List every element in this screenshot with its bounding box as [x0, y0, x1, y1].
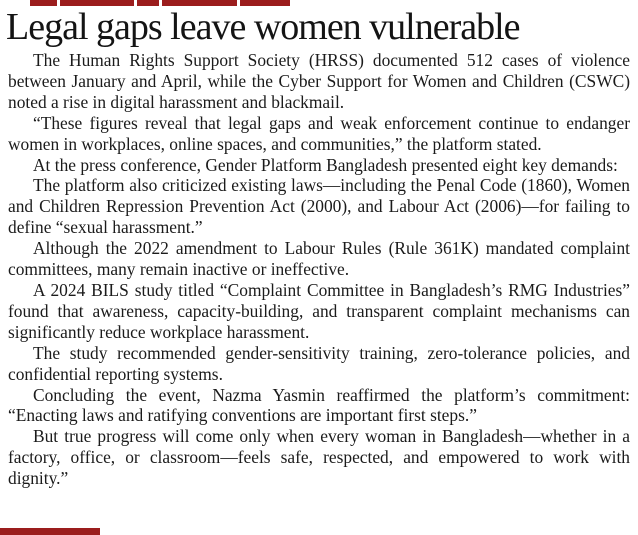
redaction-segment [60, 0, 134, 6]
article-paragraph: The study recommended gender-sensitivity training, zero-tolerance policies, and confidential reporting systems. [8, 342, 630, 384]
article-paragraph: A 2024 BILS study titled “Complaint Committee in Bangladesh’s RMG Industries” found that awareness, capacity-building, and transparent complaint mechanisms can significantly reduce workplace harassment. [8, 279, 630, 342]
article-headline: Legal gaps leave women vulnerable [6, 6, 520, 48]
redacted-footer-bar [0, 528, 100, 535]
redaction-segment [137, 0, 159, 6]
article-paragraph: Concluding the event, Nazma Yasmin reaffirmed the platform’s commitment: “Enacting laws and ratifying conventions are important first steps.” [8, 384, 630, 426]
article-paragraph: At the press conference, Gender Platform Bangladesh presented eight key demands: [33, 154, 618, 175]
redacted-kicker-bar [30, 0, 290, 6]
article-body [0, 50, 638, 489]
article-paragraph: But true progress will come only when every woman in Bangladesh—whether in a factory, office, or classroom—feels safe, respected, and empowered to work with dignity.” [8, 426, 630, 489]
article-paragraph: The Human Rights Support Society (HRSS) documented 512 cases of violence between January and April, while the Cyber Support for Women and Children (CSWC) noted a rise in digital harassment and blackmail. [8, 50, 630, 112]
article-paragraph: “These figures reveal that legal gaps and weak enforcement continue to endanger women in workplaces, online spaces, and communities,” the platform stated. [8, 112, 630, 154]
article-paragraph: Although the 2022 amendment to Labour Rules (Rule 361K) mandated complaint committees, many remain inactive or ineffective. [8, 238, 630, 280]
redaction-segment [162, 0, 237, 6]
redaction-segment [240, 0, 290, 6]
redaction-segment [30, 0, 57, 6]
article-paragraph: The platform also criticized existing laws—including the Penal Code (1860), Women and Children Repression Prevention Act (2000), and Labour Act (2006)—for failing to define “sexual harassment.” [8, 175, 630, 238]
